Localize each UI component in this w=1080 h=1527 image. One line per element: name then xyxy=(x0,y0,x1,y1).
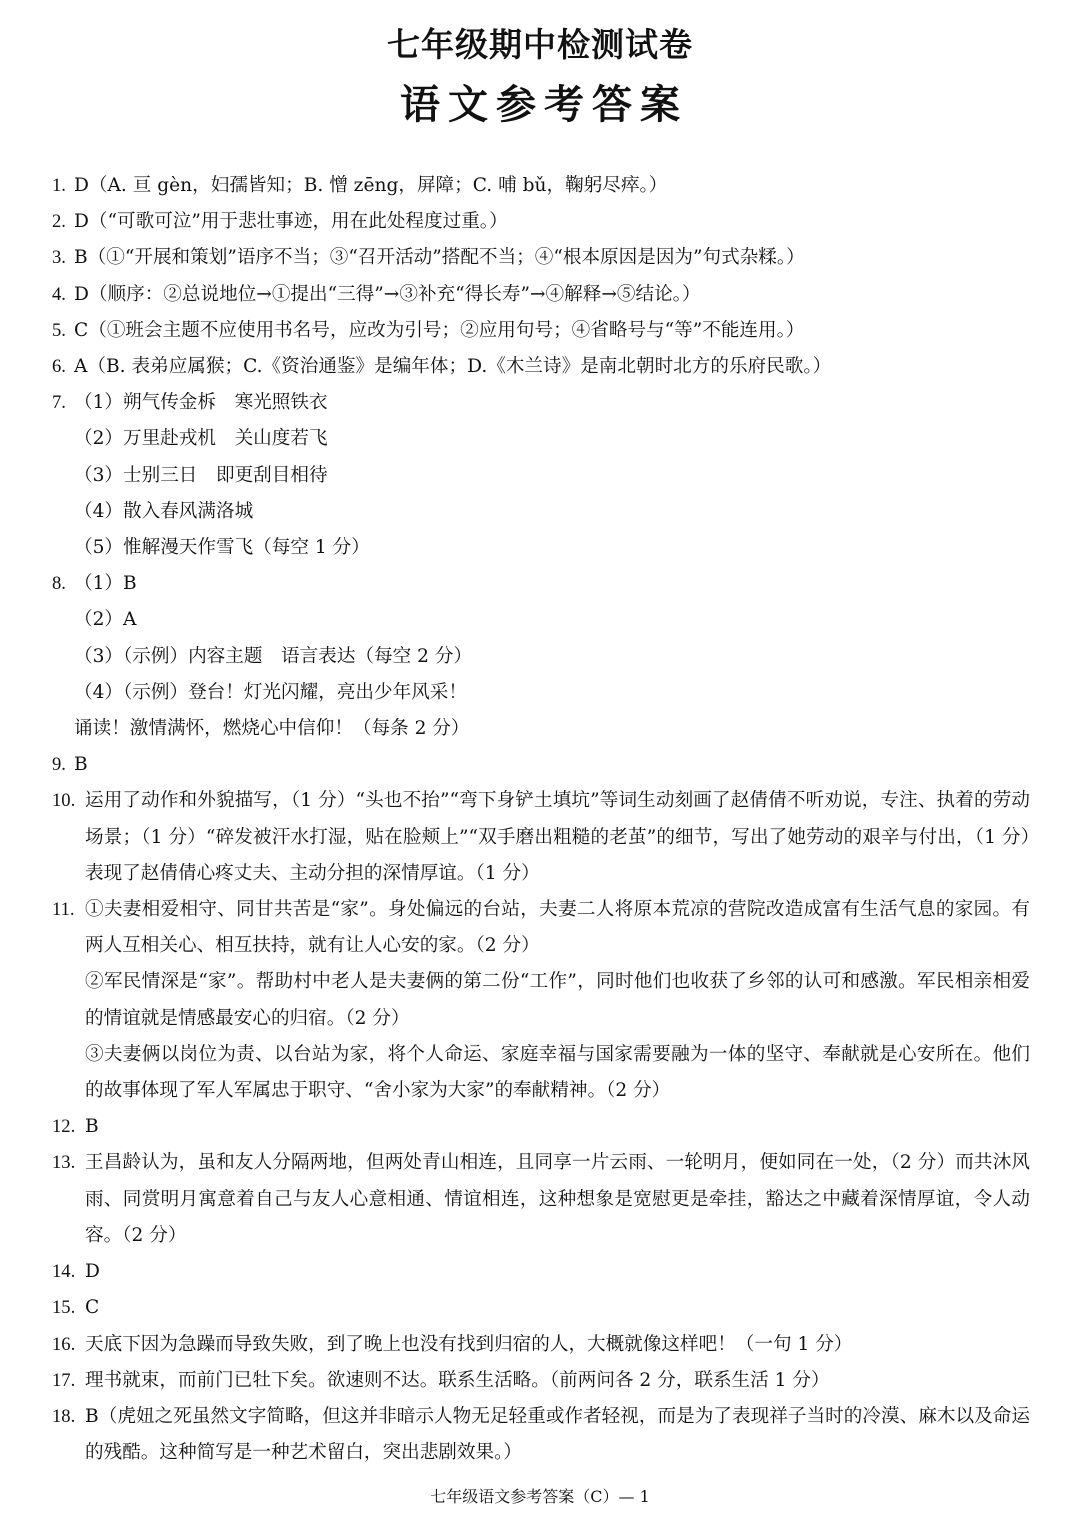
answer-body xyxy=(85,1290,1030,1326)
answer-number: 14. xyxy=(52,1261,76,1283)
answer-body xyxy=(74,385,1030,566)
answer-body xyxy=(74,566,1030,747)
answer-item-14 xyxy=(52,1254,1030,1290)
answer-body xyxy=(74,747,1030,783)
answer-line: ②军民情深是“家”。帮助村中老人是夫妻俩的第二份“工作”，同时他们也收获了乡邻的认可和感激。军民相亲相爱的情谊就是情感最安心的归宿。（2 分） xyxy=(85,971,1030,1029)
answer-body xyxy=(85,783,1030,892)
answer-number: 3. xyxy=(52,247,66,269)
answer-line: D（顺序：②总说地位→①提出“三得”→③补充“得长寿”→④解释→⑤结论。） xyxy=(74,283,701,305)
answer-number: 5. xyxy=(52,319,66,341)
answer-line: B（虎妞之死虽然文字简略，但这并非暗示人物无足轻重或作者轻视，而是为了表现祥子当时的冷漠、麻木以及命运的残酷。这种简写是一种艺术留白，突出悲剧效果。） xyxy=(85,1405,1030,1464)
answer-line: C xyxy=(85,1297,100,1319)
page-title: 七年级期中检测试卷 xyxy=(387,25,693,64)
answer-number: 17. xyxy=(52,1369,76,1391)
answer-body xyxy=(74,240,1030,276)
answer-line: （2）万里赴戎机 关山度若飞 xyxy=(74,428,328,450)
answer-number: 16. xyxy=(52,1333,76,1355)
answer-line: （3）士别三日 即更刮目相待 xyxy=(74,464,328,486)
answer-item-13 xyxy=(52,1145,1030,1254)
answer-line: 理书就束，而前门已牡下矣。欲速则不达。联系生活略。（前两问各 2 分，联系生活 1 分） xyxy=(85,1369,830,1391)
answer-line: （1）朔气传金柝 寒光照铁衣 xyxy=(74,392,328,414)
answer-number: 18. xyxy=(52,1405,76,1427)
answer-item-4 xyxy=(52,277,1030,313)
answer-line: B xyxy=(74,754,88,776)
answer-line: （2）A xyxy=(74,609,137,631)
answer-line: 天底下因为急躁而导致失败，到了晚上也没有找到归宿的人，大概就像这样吧！（一句 1 分） xyxy=(85,1333,853,1355)
answer-number: 7. xyxy=(52,392,66,414)
answer-line: D（A. 亘 gèn，妇孺皆知；B. 憎 zēng，屏障；C. 哺 bǔ，鞠躬尽瘁。） xyxy=(74,175,668,196)
answer-item-3 xyxy=(52,240,1030,276)
answer-line: C（①班会主题不应使用书名号，应改为引号；②应用句号；④省略号与“等”不能连用。） xyxy=(74,319,805,341)
answer-body xyxy=(74,204,1030,240)
answer-number: 12. xyxy=(52,1116,76,1138)
answer-body xyxy=(85,892,1030,1109)
answer-item-18 xyxy=(52,1399,1030,1471)
answer-line: D xyxy=(85,1261,100,1283)
page-subtitle: 语文参考答案 xyxy=(400,81,688,128)
answer-number: 1. xyxy=(52,175,66,196)
answer-body xyxy=(85,1327,1030,1363)
answer-line: D（“可歌可泣”用于悲壮事迹，用在此处程度过重。） xyxy=(74,211,508,233)
answer-line: （4）散入春风满洛城 xyxy=(74,500,254,522)
answer-number: 8. xyxy=(52,573,66,595)
answer-body xyxy=(85,1145,1030,1254)
answer-line: 运用了动作和外貌描写，（1 分）“头也不抬”“弯下身铲土填坑”等词生动刻画了赵倩倩不听劝说，专注、执着的劳动场景；（1 分）“碎发被汗水打湿，贴在脸颊上”“双手磨出粗糙的老茧”的细节，写出了她劳动的艰辛与付出，（1 分）表现了赵倩倩心疼丈夫、主动分担的深情厚谊。（1 分） xyxy=(85,790,1030,884)
answer-body xyxy=(85,1109,1030,1145)
answer-item-9 xyxy=(52,747,1030,783)
answer-item-17 xyxy=(52,1363,1030,1399)
answer-item-7 xyxy=(52,385,1030,566)
answer-list xyxy=(52,168,1030,1471)
answer-line: （1）B xyxy=(74,573,137,595)
answer-item-6 xyxy=(52,349,1030,385)
answer-number: 9. xyxy=(52,754,66,776)
answer-body xyxy=(85,1363,1030,1399)
answer-number: 10. xyxy=(52,790,76,812)
footer-page-label: 七年级语文参考答案（C）— 1 xyxy=(430,1487,650,1506)
answer-item-8 xyxy=(52,566,1030,747)
answer-item-12 xyxy=(52,1109,1030,1145)
answer-number: 6. xyxy=(52,356,66,378)
answer-line: ①夫妻相爱相守、同甘共苦是“家”。身处偏远的台站，夫妻二人将原本荒凉的营院改造成富有生活气息的家园。有两人互相关心、相互扶持，就有让人心安的家。（2 分） xyxy=(85,899,1030,957)
answer-item-15 xyxy=(52,1290,1030,1326)
answer-item-5 xyxy=(52,313,1030,349)
answer-body xyxy=(85,1254,1030,1290)
answer-item-10 xyxy=(52,783,1030,892)
answer-body xyxy=(74,168,1030,204)
answer-line: （3）（示例）内容主题 语言表达（每空 2 分） xyxy=(74,645,473,667)
answer-body xyxy=(74,313,1030,349)
answer-line: B（①“开展和策划”语序不当；③“召开活动”搭配不当；④“根本原因是因为”句式杂糅。） xyxy=(74,247,805,269)
answer-body xyxy=(74,277,1030,313)
answer-item-16 xyxy=(52,1327,1030,1363)
answer-number: 11. xyxy=(52,899,75,921)
answer-number: 15. xyxy=(52,1297,76,1319)
answer-line: 诵读！激情满怀，燃烧心中信仰！（每条 2 分） xyxy=(74,718,470,740)
answer-line: （5）惟解漫天作雪飞（每空 1 分） xyxy=(74,537,370,559)
answer-line: ③夫妻俩以岗位为责、以台站为家，将个人命运、家庭幸福与国家需要融为一体的坚守、奉献就是心安所在。他们的故事体现了军人军属忠于职守、“舍小家为大家”的奉献精神。（2 分） xyxy=(85,1043,1030,1102)
answer-line: 王昌龄认为，虽和友人分隔两地，但两处青山相连，且同享一片云雨、一轮明月，便如同在一处，（2 分）而共沐风雨、同赏明月寓意着自己与友人心意相通、情谊相连，这种想象是宽慰更是牵挂，豁达之中藏着深情厚谊，令人动容。（2 分） xyxy=(85,1152,1030,1246)
answer-number: 4. xyxy=(52,283,66,305)
answer-line: （4）（示例）登台！灯光闪耀，亮出少年风采！ xyxy=(74,681,467,703)
answer-line: B xyxy=(85,1116,99,1138)
answer-body xyxy=(74,349,1030,385)
answer-item-11 xyxy=(52,892,1030,1109)
answer-number: 13. xyxy=(52,1152,76,1174)
answer-number: 2. xyxy=(52,211,66,233)
answer-body xyxy=(85,1399,1030,1471)
answer-line: A（B. 表弟应属猴；C.《资治通鉴》是编年体；D.《木兰诗》是南北朝时北方的乐府民歌。） xyxy=(74,356,832,378)
answer-item-1 xyxy=(52,168,1030,204)
answer-item-2 xyxy=(52,204,1030,240)
